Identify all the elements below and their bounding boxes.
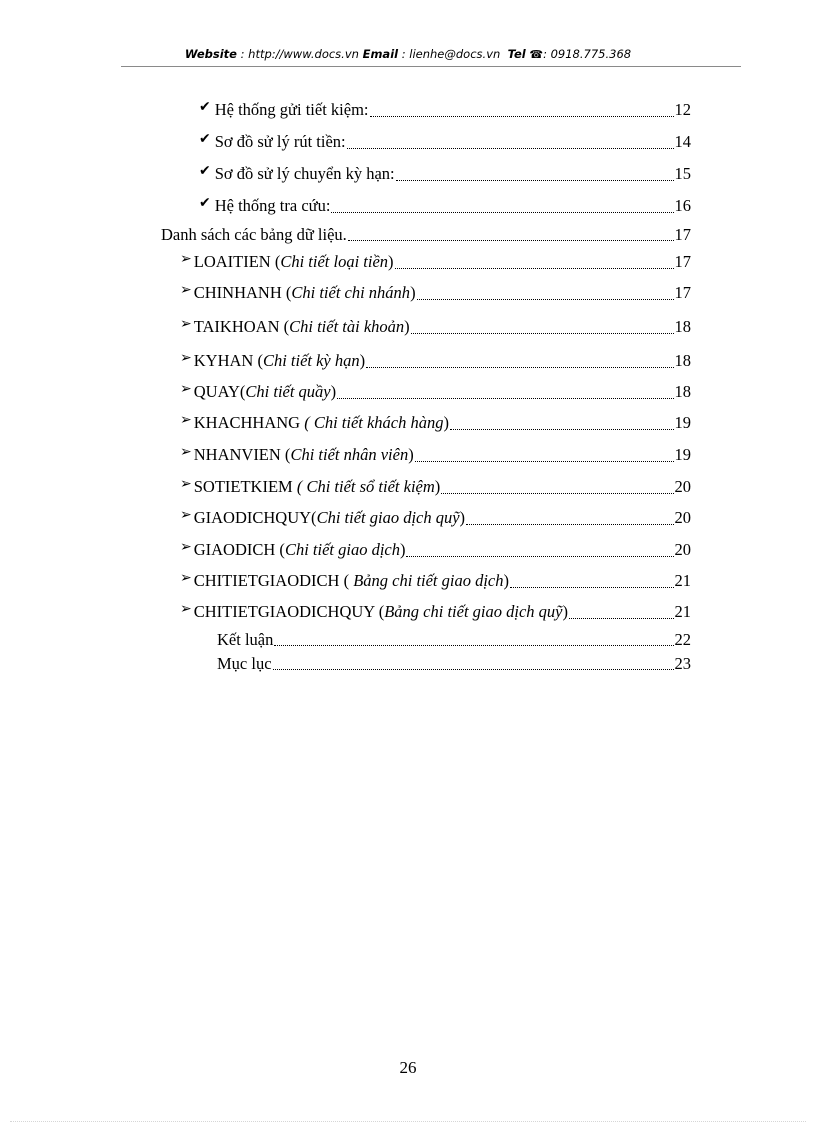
toc-entry-description: Chi tiết giao dịch quỹ <box>316 508 460 527</box>
bottom-divider <box>10 1121 806 1122</box>
email-label: Email <box>362 47 399 61</box>
email-sep: : <box>398 47 410 61</box>
toc-entry-description: Chi tiết chi nhánh <box>291 283 411 302</box>
toc-entry[interactable] <box>161 225 691 245</box>
toc-entry-page: 16 <box>674 196 691 215</box>
arrow-bullet-icon: ➢ <box>180 476 192 492</box>
toc-entry-page: 17 <box>674 225 691 244</box>
dot-leader <box>395 268 674 269</box>
toc-entry-description: Chi tiết giao dịch <box>284 540 400 559</box>
toc-entry-label: Sơ đồ sử lý chuyển kỳ hạn: <box>214 164 395 183</box>
toc-entry-label: Hệ thống tra cứu: <box>214 196 331 215</box>
toc-entry-label: TAIKHOAN (Chi tiết tài khoản) <box>193 317 410 336</box>
checkmark-icon: ✔ <box>199 131 211 147</box>
email-value[interactable]: lienhe@docs.vn <box>409 47 501 61</box>
toc-entry-description: Bảng chi tiết giao dịch quỹ <box>384 602 563 621</box>
toc-entry[interactable] <box>180 283 691 304</box>
toc-entry-label: QUAY(Chi tiết quầy) <box>193 382 337 401</box>
toc-entry-description: Chi tiết quầy <box>245 382 331 401</box>
toc-entry-label: CHITIETGIAODICHQUY (Bảng chi tiết giao dịch quỹ) <box>193 602 568 621</box>
dot-leader <box>396 180 674 181</box>
toc-entry[interactable] <box>180 351 691 372</box>
toc-entry-page: 19 <box>674 445 691 464</box>
toc-entry-label: KHACHHANG ( Chi tiết khách hàng) <box>193 413 450 432</box>
toc-entry-page: 18 <box>674 351 691 370</box>
toc-entry-label: Mục lục <box>217 654 272 673</box>
dot-leader <box>411 333 674 334</box>
dot-leader <box>273 669 674 670</box>
toc-entry[interactable] <box>217 654 691 674</box>
toc-entry-label: SOTIETKIEM ( Chi tiết sổ tiết kiệm) <box>193 477 441 496</box>
website-url[interactable]: http://www.docs.vn <box>248 47 359 61</box>
toc-entry-page: 21 <box>674 571 691 590</box>
toc-entry[interactable] <box>180 540 691 561</box>
dot-leader <box>331 212 673 213</box>
toc-entry-page: 17 <box>674 283 691 302</box>
toc-entry-label: CHITIETGIAODICH ( Bảng chi tiết giao dịch) <box>193 571 510 590</box>
dot-leader <box>274 645 673 646</box>
toc-entry-page: 12 <box>674 100 691 119</box>
dot-leader <box>417 299 674 300</box>
toc-entry-description: Chi tiết loại tiền <box>280 252 389 271</box>
toc-entry-label: LOAITIEN (Chi tiết loại tiền) <box>193 252 394 271</box>
dot-leader <box>510 587 673 588</box>
dot-leader <box>466 524 673 525</box>
dot-leader <box>406 556 673 557</box>
arrow-bullet-icon: ➢ <box>180 316 192 332</box>
toc-entry-page: 19 <box>674 413 691 432</box>
arrow-bullet-icon: ➢ <box>180 570 192 586</box>
toc-entry[interactable] <box>180 413 691 434</box>
toc-entry[interactable] <box>217 630 691 650</box>
toc-entry-label: KYHAN (Chi tiết kỳ hạn) <box>193 351 366 370</box>
toc-entry-page: 23 <box>674 654 691 673</box>
dot-leader <box>450 429 673 430</box>
toc-entry-page: 17 <box>674 252 691 271</box>
arrow-bullet-icon: ➢ <box>180 282 192 298</box>
toc-entry[interactable] <box>199 196 691 217</box>
toc-entry[interactable] <box>180 477 691 498</box>
toc-entry[interactable] <box>180 571 691 592</box>
toc-entry-page: 21 <box>674 602 691 621</box>
dot-leader <box>370 116 674 117</box>
toc-entry[interactable] <box>180 602 691 623</box>
toc-entry-label: CHINHANH (Chi tiết chi nhánh) <box>193 283 416 302</box>
toc-entry-label: GIAODICH (Chi tiết giao dịch) <box>193 540 406 559</box>
toc-entry-description: Chi tiết nhân viên <box>290 445 409 464</box>
arrow-bullet-icon: ➢ <box>180 444 192 460</box>
dot-leader <box>441 493 673 494</box>
toc-entry-description: ( Chi tiết khách hàng <box>304 413 444 432</box>
dot-leader <box>366 367 673 368</box>
dot-leader <box>347 148 674 149</box>
arrow-bullet-icon: ➢ <box>180 601 192 617</box>
toc-entry-label: GIAODICHQUY(Chi tiết giao dịch quỹ) <box>193 508 466 527</box>
toc-entry[interactable] <box>199 164 691 185</box>
toc-entry-page: 20 <box>674 477 691 496</box>
arrow-bullet-icon: ➢ <box>180 251 192 267</box>
website-label: Website <box>184 47 237 61</box>
toc-entry-page: 18 <box>674 382 691 401</box>
tel-label: Tel <box>507 47 526 61</box>
toc-entry-description: Chi tiết tài khoản <box>289 317 405 336</box>
toc-entry[interactable] <box>180 317 691 338</box>
toc-entry-page: 20 <box>674 508 691 527</box>
arrow-bullet-icon: ➢ <box>180 412 192 428</box>
toc-entry[interactable] <box>180 508 691 529</box>
toc-entry[interactable] <box>180 382 691 403</box>
toc-entry-page: 18 <box>674 317 691 336</box>
arrow-bullet-icon: ➢ <box>180 350 192 366</box>
toc-entry-label: NHANVIEN (Chi tiết nhân viên) <box>193 445 414 464</box>
dot-leader <box>337 398 673 399</box>
checkmark-icon: ✔ <box>199 163 211 179</box>
toc-entry[interactable] <box>199 132 691 153</box>
toc-entry-label: Danh sách các bảng dữ liệu. <box>161 225 347 244</box>
checkmark-icon: ✔ <box>199 195 211 211</box>
toc-entry-page: 15 <box>674 164 691 183</box>
toc-entry-label: Hệ thống gửi tiết kiệm: <box>214 100 369 119</box>
toc-entry[interactable] <box>180 445 691 466</box>
tel-value: : 0918.775.368 <box>543 47 632 61</box>
toc-entry-description: Bảng chi tiết giao dịch <box>353 571 504 590</box>
dot-leader <box>569 618 674 619</box>
toc-entry-label: Sơ đồ sử lý rút tiền: <box>214 132 346 151</box>
toc-entry-page: 22 <box>674 630 691 649</box>
toc-entry-description: Chi tiết kỳ hạn <box>262 351 360 370</box>
toc-entry-description: ( Chi tiết sổ tiết kiệm <box>296 477 435 496</box>
toc-entry[interactable] <box>199 100 691 121</box>
toc-entry-page: 20 <box>674 540 691 559</box>
arrow-bullet-icon: ➢ <box>180 381 192 397</box>
dot-leader <box>415 461 674 462</box>
phone-icon: ☎ <box>529 48 544 61</box>
checkmark-icon: ✔ <box>199 99 211 115</box>
toc-entry-label: Kết luận <box>217 630 274 649</box>
website-sep: : <box>236 47 249 61</box>
arrow-bullet-icon: ➢ <box>180 507 192 523</box>
dot-leader <box>348 240 674 241</box>
toc-entry-page: 14 <box>674 132 691 151</box>
page-number: 26 <box>399 1058 417 1077</box>
arrow-bullet-icon: ➢ <box>180 539 192 555</box>
toc-entry[interactable] <box>180 252 691 273</box>
